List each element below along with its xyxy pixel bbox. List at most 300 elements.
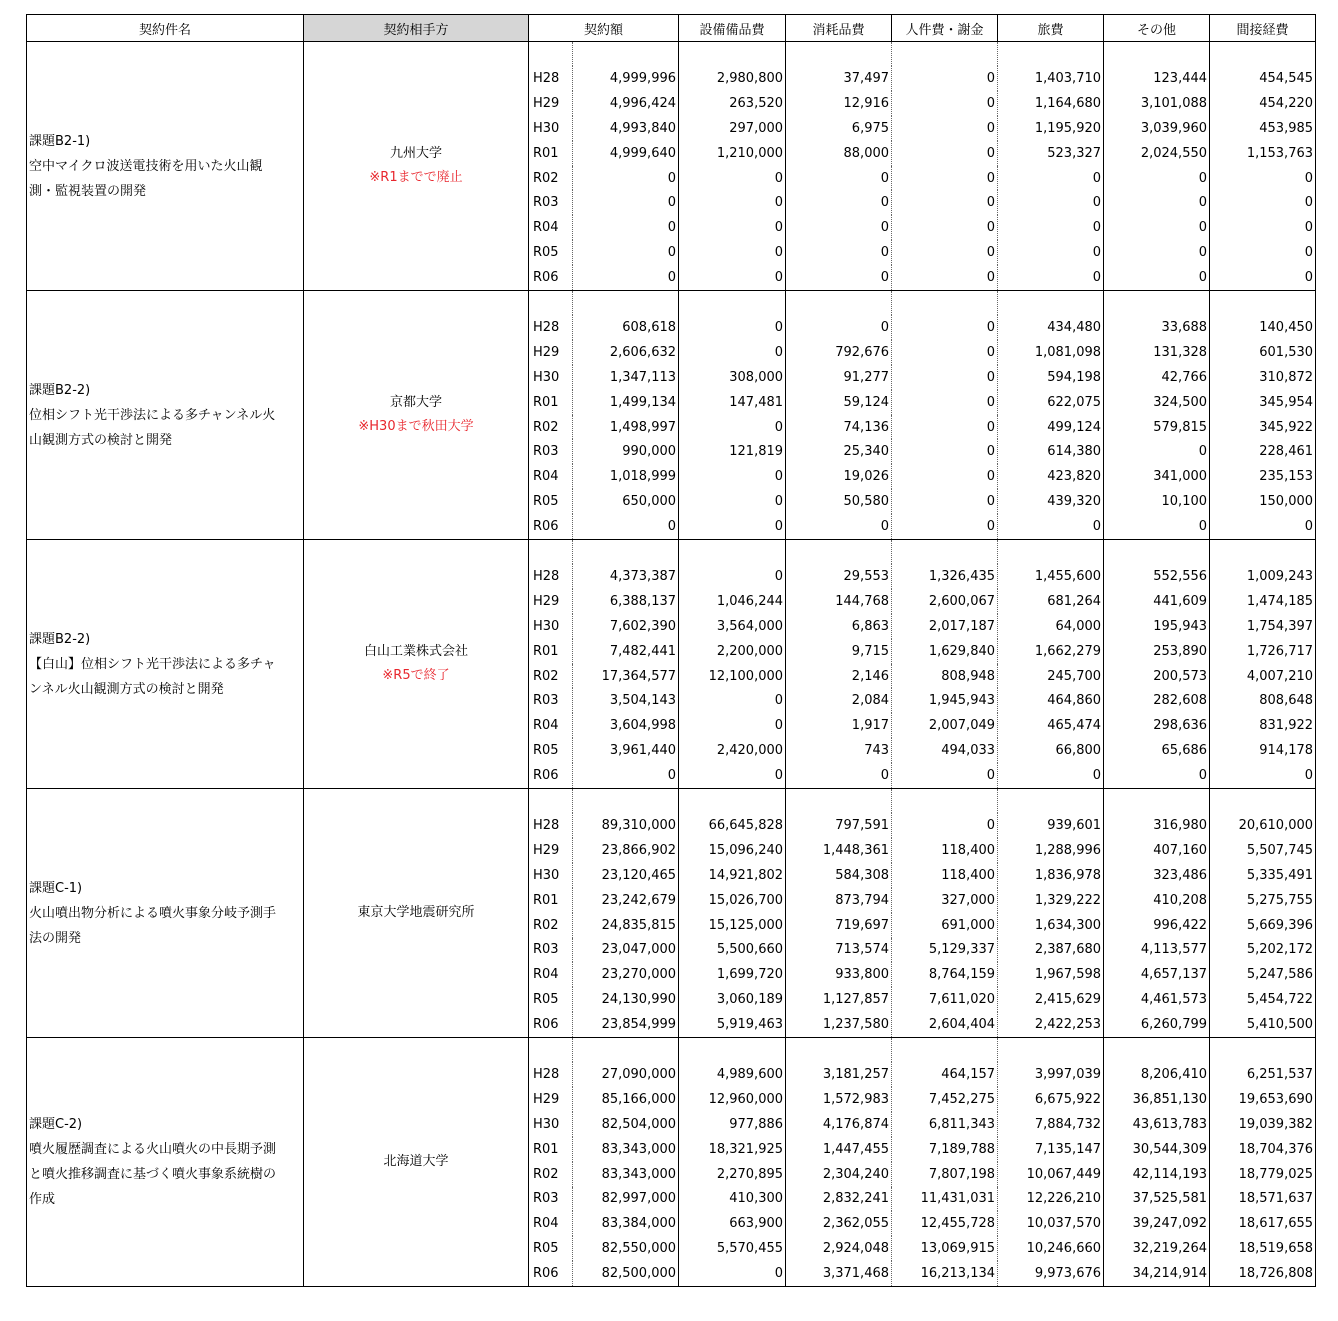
amount-cell: 441,609: [1104, 589, 1210, 614]
fiscal-year-label: R04: [529, 215, 573, 240]
amount-cell: 345,954: [1210, 390, 1316, 415]
amount-cell: 2,200,000: [679, 639, 786, 664]
amount-cell: 8,764,159: [892, 962, 998, 987]
amount-cell: 7,189,788: [892, 1137, 998, 1162]
amount-cell: 310,872: [1210, 365, 1316, 390]
spacer-cell: [573, 291, 679, 316]
amount-cell: 0: [892, 415, 998, 440]
amount-cell: 454,545: [1210, 66, 1316, 91]
amount-cell: 0: [892, 315, 998, 340]
amount-cell: 3,060,189: [679, 987, 786, 1012]
counterparty-name: 白山工業株式会社: [363, 644, 468, 660]
amount-cell: 74,136: [786, 415, 892, 440]
contract-name-line: と噴火推移調査に基づく噴火事象系統樹の: [29, 1167, 277, 1183]
amount-cell: 808,648: [1210, 688, 1316, 713]
amount-cell: 743: [786, 738, 892, 763]
header-row: [27, 15, 1316, 42]
contract-name-line: 課題B2-2): [29, 382, 91, 398]
amount-cell: 20,610,000: [1210, 813, 1316, 838]
amount-cell: 16,213,134: [892, 1261, 998, 1286]
amount-cell: 17,364,577: [573, 664, 679, 689]
amount-cell: 6,811,343: [892, 1112, 998, 1137]
amount-cell: 2,980,800: [679, 66, 786, 91]
spacer-cell: [1210, 291, 1316, 316]
amount-cell: 933,800: [786, 962, 892, 987]
contract-name-cell: [27, 291, 304, 540]
contract-name-line: 課題B2-2): [29, 631, 91, 647]
amount-cell: 0: [892, 265, 998, 290]
amount-cell: 0: [573, 190, 679, 215]
contract-name-line: 測・監視装置の開発: [29, 183, 147, 199]
amount-cell: 579,815: [1104, 415, 1210, 440]
amount-cell: 150,000: [1210, 489, 1316, 514]
amount-cell: 13,069,915: [892, 1236, 998, 1261]
spacer-cell: [1210, 789, 1316, 814]
amount-cell: 1,447,455: [786, 1137, 892, 1162]
amount-cell: 23,866,902: [573, 838, 679, 863]
header-contract-name: 契約件名: [27, 15, 304, 42]
fiscal-year-label: R03: [529, 938, 573, 963]
amount-cell: 453,985: [1210, 116, 1316, 141]
amount-cell: 0: [679, 166, 786, 191]
amount-cell: 89,310,000: [573, 813, 679, 838]
header-consumables: 消耗品費: [786, 15, 892, 42]
spacer-cell: [786, 789, 892, 814]
amount-cell: 1,210,000: [679, 141, 786, 166]
amount-cell: 83,343,000: [573, 1162, 679, 1187]
counterparty-name: 東京大学地震研究所: [357, 905, 475, 921]
contract-cost-table: [26, 14, 1316, 1287]
amount-cell: 0: [573, 166, 679, 191]
amount-cell: 6,863: [786, 614, 892, 639]
spacer-cell: [529, 1038, 573, 1063]
amount-cell: 9,715: [786, 639, 892, 664]
amount-cell: 83,384,000: [573, 1211, 679, 1236]
spacer-cell: [998, 540, 1104, 565]
spacer-cell: [679, 42, 786, 67]
contract-name-line: 噴火履歴調査による火山噴火の中長期予測: [29, 1142, 277, 1158]
amount-cell: 12,916: [786, 91, 892, 116]
amount-cell: 1,945,943: [892, 688, 998, 713]
spacer-cell: [1104, 291, 1210, 316]
amount-cell: 614,380: [998, 439, 1104, 464]
amount-cell: 464,157: [892, 1062, 998, 1087]
amount-cell: 4,989,600: [679, 1062, 786, 1087]
amount-cell: 0: [1210, 265, 1316, 290]
spacer-cell: [679, 1038, 786, 1063]
amount-cell: 465,474: [998, 713, 1104, 738]
amount-cell: 719,697: [786, 913, 892, 938]
amount-cell: 1,474,185: [1210, 589, 1316, 614]
amount-cell: 1,153,763: [1210, 141, 1316, 166]
amount-cell: 23,047,000: [573, 938, 679, 963]
fiscal-year-label: R06: [529, 1261, 573, 1286]
amount-cell: 91,277: [786, 365, 892, 390]
amount-cell: 24,835,815: [573, 913, 679, 938]
amount-cell: 0: [998, 190, 1104, 215]
amount-cell: 0: [573, 215, 679, 240]
amount-cell: 18,321,925: [679, 1137, 786, 1162]
spacer-cell: [786, 42, 892, 67]
spacer-cell: [573, 789, 679, 814]
contract-name-line: 山観測方式の検討と開発: [29, 432, 173, 448]
amount-cell: 0: [1104, 439, 1210, 464]
amount-cell: 11,431,031: [892, 1187, 998, 1212]
contract-name-line: 課題C-1): [29, 880, 83, 896]
amount-cell: 10,246,660: [998, 1236, 1104, 1261]
block-spacer-row: [27, 540, 1316, 565]
amount-cell: 0: [998, 215, 1104, 240]
amount-cell: 0: [998, 514, 1104, 539]
spacer-cell: [998, 789, 1104, 814]
amount-cell: 12,226,210: [998, 1187, 1104, 1212]
amount-cell: 0: [892, 763, 998, 788]
fiscal-year-label: R06: [529, 763, 573, 788]
amount-cell: 2,604,404: [892, 1012, 998, 1037]
amount-cell: 18,704,376: [1210, 1137, 1316, 1162]
fiscal-year-label: R05: [529, 489, 573, 514]
amount-cell: 0: [679, 514, 786, 539]
amount-cell: 4,176,874: [786, 1112, 892, 1137]
amount-cell: 0: [892, 116, 998, 141]
amount-cell: 797,591: [786, 813, 892, 838]
spacer-cell: [786, 291, 892, 316]
fiscal-year-label: H28: [529, 564, 573, 589]
amount-cell: 0: [892, 166, 998, 191]
amount-cell: 2,600,067: [892, 589, 998, 614]
amount-cell: 33,688: [1104, 315, 1210, 340]
contract-name-line: ンネル火山観測方式の検討と開発: [29, 681, 224, 697]
amount-cell: 65,686: [1104, 738, 1210, 763]
amount-cell: 66,800: [998, 738, 1104, 763]
amount-cell: 4,373,387: [573, 564, 679, 589]
amount-cell: 3,997,039: [998, 1062, 1104, 1087]
amount-cell: 341,000: [1104, 464, 1210, 489]
fiscal-year-label: R03: [529, 190, 573, 215]
amount-cell: 23,854,999: [573, 1012, 679, 1037]
amount-cell: 0: [786, 265, 892, 290]
amount-cell: 345,922: [1210, 415, 1316, 440]
amount-cell: 0: [1104, 514, 1210, 539]
amount-cell: 1,237,580: [786, 1012, 892, 1037]
amount-cell: 0: [1104, 166, 1210, 191]
amount-cell: 4,461,573: [1104, 987, 1210, 1012]
amount-cell: 1,836,978: [998, 863, 1104, 888]
amount-cell: 0: [892, 813, 998, 838]
amount-cell: 0: [892, 390, 998, 415]
amount-cell: 1,726,717: [1210, 639, 1316, 664]
amount-cell: 792,676: [786, 340, 892, 365]
amount-cell: 1,572,983: [786, 1087, 892, 1112]
amount-cell: 282,608: [1104, 688, 1210, 713]
amount-cell: 42,114,193: [1104, 1162, 1210, 1187]
amount-cell: 0: [998, 166, 1104, 191]
counterparty-cell: [304, 540, 529, 789]
block-spacer-row: [27, 291, 1316, 316]
spacer-cell: [573, 540, 679, 565]
amount-cell: 1,081,098: [998, 340, 1104, 365]
amount-cell: 1,164,680: [998, 91, 1104, 116]
amount-cell: 18,617,655: [1210, 1211, 1316, 1236]
amount-cell: 2,017,187: [892, 614, 998, 639]
amount-cell: 19,653,690: [1210, 1087, 1316, 1112]
amount-cell: 118,400: [892, 838, 998, 863]
amount-cell: 4,657,137: [1104, 962, 1210, 987]
amount-cell: 0: [1210, 514, 1316, 539]
amount-cell: 4,993,840: [573, 116, 679, 141]
amount-cell: 83,343,000: [573, 1137, 679, 1162]
fiscal-year-label: R04: [529, 1211, 573, 1236]
amount-cell: 2,924,048: [786, 1236, 892, 1261]
spacer-cell: [1104, 789, 1210, 814]
amount-cell: 990,000: [573, 439, 679, 464]
amount-cell: 691,000: [892, 913, 998, 938]
contract-name-line: 課題B2-1): [29, 133, 91, 149]
fiscal-year-label: R06: [529, 1012, 573, 1037]
amount-cell: 30,544,309: [1104, 1137, 1210, 1162]
amount-cell: 82,504,000: [573, 1112, 679, 1137]
amount-cell: 12,455,728: [892, 1211, 998, 1236]
spacer-cell: [529, 42, 573, 67]
fiscal-year-label: R02: [529, 913, 573, 938]
fiscal-year-label: R02: [529, 1162, 573, 1187]
amount-cell: 1,288,996: [998, 838, 1104, 863]
amount-cell: 873,794: [786, 888, 892, 913]
amount-cell: 996,422: [1104, 913, 1210, 938]
amount-cell: 2,146: [786, 664, 892, 689]
amount-cell: 2,387,680: [998, 938, 1104, 963]
amount-cell: 3,604,998: [573, 713, 679, 738]
amount-cell: 1,127,857: [786, 987, 892, 1012]
spacer-cell: [892, 291, 998, 316]
amount-cell: 2,304,240: [786, 1162, 892, 1187]
amount-cell: 15,125,000: [679, 913, 786, 938]
amount-cell: 8,206,410: [1104, 1062, 1210, 1087]
amount-cell: 15,096,240: [679, 838, 786, 863]
amount-cell: 3,564,000: [679, 614, 786, 639]
amount-cell: 0: [1104, 240, 1210, 265]
counterparty-note: ※R5で終了: [382, 668, 450, 684]
amount-cell: 0: [1210, 215, 1316, 240]
fiscal-year-label: R02: [529, 415, 573, 440]
spacer-cell: [679, 291, 786, 316]
amount-cell: 713,574: [786, 938, 892, 963]
amount-cell: 6,251,537: [1210, 1062, 1316, 1087]
amount-cell: 14,921,802: [679, 863, 786, 888]
amount-cell: 523,327: [998, 141, 1104, 166]
amount-cell: 36,851,130: [1104, 1087, 1210, 1112]
contract-name-cell: [27, 42, 304, 291]
header-equipment: 設備備品費: [679, 15, 786, 42]
contract-name-line: 【白山】位相シフト光干渉法による多チャ: [29, 656, 276, 672]
spacer-cell: [1210, 540, 1316, 565]
amount-cell: 50,580: [786, 489, 892, 514]
amount-cell: 454,220: [1210, 91, 1316, 116]
amount-cell: 15,026,700: [679, 888, 786, 913]
amount-cell: 1,195,920: [998, 116, 1104, 141]
contract-name-line: 課題C-2): [29, 1117, 83, 1133]
amount-cell: 0: [679, 489, 786, 514]
amount-cell: 1,009,243: [1210, 564, 1316, 589]
spacer-cell: [892, 42, 998, 67]
counterparty-name: 九州大学: [389, 146, 442, 161]
amount-cell: 18,726,808: [1210, 1261, 1316, 1286]
amount-cell: 0: [786, 240, 892, 265]
amount-cell: 25,340: [786, 439, 892, 464]
amount-cell: 19,039,382: [1210, 1112, 1316, 1137]
block-spacer-row: [27, 789, 1316, 814]
amount-cell: 9,973,676: [998, 1261, 1104, 1286]
amount-cell: 2,420,000: [679, 738, 786, 763]
spacer-cell: [573, 42, 679, 67]
amount-cell: 131,328: [1104, 340, 1210, 365]
fiscal-year-label: R01: [529, 141, 573, 166]
amount-cell: 0: [786, 166, 892, 191]
amount-cell: 0: [1104, 215, 1210, 240]
fiscal-year-label: R06: [529, 514, 573, 539]
amount-cell: 1,754,397: [1210, 614, 1316, 639]
spacer-cell: [786, 540, 892, 565]
amount-cell: 19,026: [786, 464, 892, 489]
fiscal-year-label: H28: [529, 315, 573, 340]
amount-cell: 1,662,279: [998, 639, 1104, 664]
amount-cell: 18,519,658: [1210, 1236, 1316, 1261]
amount-cell: 0: [892, 514, 998, 539]
amount-cell: 552,556: [1104, 564, 1210, 589]
amount-cell: 88,000: [786, 141, 892, 166]
amount-cell: 1,018,999: [573, 464, 679, 489]
spacer-cell: [679, 540, 786, 565]
fiscal-year-label: H30: [529, 365, 573, 390]
amount-cell: 681,264: [998, 589, 1104, 614]
amount-cell: 0: [998, 240, 1104, 265]
amount-cell: 584,308: [786, 863, 892, 888]
amount-cell: 6,388,137: [573, 589, 679, 614]
spacer-cell: [892, 540, 998, 565]
amount-cell: 5,129,337: [892, 938, 998, 963]
amount-cell: 82,500,000: [573, 1261, 679, 1286]
amount-cell: 6,675,922: [998, 1087, 1104, 1112]
amount-cell: 308,000: [679, 365, 786, 390]
spacer-cell: [998, 1038, 1104, 1063]
amount-cell: 0: [892, 190, 998, 215]
amount-cell: 0: [679, 688, 786, 713]
amount-cell: 147,481: [679, 390, 786, 415]
amount-cell: 10,037,570: [998, 1211, 1104, 1236]
amount-cell: 245,700: [998, 664, 1104, 689]
amount-cell: 407,160: [1104, 838, 1210, 863]
amount-cell: 43,613,783: [1104, 1112, 1210, 1137]
amount-cell: 3,504,143: [573, 688, 679, 713]
amount-cell: 4,007,210: [1210, 664, 1316, 689]
spacer-cell: [892, 789, 998, 814]
amount-cell: 0: [573, 265, 679, 290]
amount-cell: 663,900: [679, 1211, 786, 1236]
amount-cell: 0: [1104, 265, 1210, 290]
amount-cell: 235,153: [1210, 464, 1316, 489]
amount-cell: 499,124: [998, 415, 1104, 440]
spacer-cell: [529, 540, 573, 565]
amount-cell: 2,422,253: [998, 1012, 1104, 1037]
amount-cell: 5,500,660: [679, 938, 786, 963]
spacer-cell: [998, 42, 1104, 67]
amount-cell: 1,455,600: [998, 564, 1104, 589]
fiscal-year-label: H29: [529, 1087, 573, 1112]
amount-cell: 7,135,147: [998, 1137, 1104, 1162]
amount-cell: 601,530: [1210, 340, 1316, 365]
amount-cell: 23,120,465: [573, 863, 679, 888]
amount-cell: 0: [892, 141, 998, 166]
amount-cell: 18,779,025: [1210, 1162, 1316, 1187]
spacer-cell: [529, 291, 573, 316]
header-indirect: 間接経費: [1210, 15, 1316, 42]
counterparty-cell: [304, 291, 529, 540]
spacer-cell: [786, 1038, 892, 1063]
contract-name-line: 空中マイクロ波送電技術を用いた火山観: [29, 158, 263, 174]
counterparty-cell: [304, 1038, 529, 1287]
amount-cell: 27,090,000: [573, 1062, 679, 1087]
amount-cell: 195,943: [1104, 614, 1210, 639]
fiscal-year-label: R04: [529, 464, 573, 489]
amount-cell: 2,606,632: [573, 340, 679, 365]
spacer-cell: [1104, 1038, 1210, 1063]
amount-cell: 464,860: [998, 688, 1104, 713]
counterparty-note: ※H30まで秋田大学: [358, 419, 474, 435]
amount-cell: 5,570,455: [679, 1236, 786, 1261]
amount-cell: 1,329,222: [998, 888, 1104, 913]
counterparty-name: 京都大学: [389, 395, 442, 411]
contract-name-cell: [27, 540, 304, 789]
amount-cell: 5,507,745: [1210, 838, 1316, 863]
amount-cell: 66,645,828: [679, 813, 786, 838]
spreadsheet: [26, 14, 1315, 1310]
amount-cell: 123,444: [1104, 66, 1210, 91]
amount-cell: 0: [892, 439, 998, 464]
fiscal-year-label: R03: [529, 439, 573, 464]
amount-cell: 622,075: [998, 390, 1104, 415]
amount-cell: 914,178: [1210, 738, 1316, 763]
fiscal-year-label: R03: [529, 1187, 573, 1212]
spacer-cell: [1210, 1038, 1316, 1063]
amount-cell: 0: [998, 265, 1104, 290]
amount-cell: 82,550,000: [573, 1236, 679, 1261]
amount-cell: 3,961,440: [573, 738, 679, 763]
amount-cell: 0: [679, 340, 786, 365]
amount-cell: 7,611,020: [892, 987, 998, 1012]
amount-cell: 3,371,468: [786, 1261, 892, 1286]
contract-name-line: 火山噴出物分析による噴火事象分岐予測手: [29, 905, 277, 921]
amount-cell: 434,480: [998, 315, 1104, 340]
fiscal-year-label: H30: [529, 863, 573, 888]
amount-cell: 6,260,799: [1104, 1012, 1210, 1037]
fiscal-year-label: R04: [529, 713, 573, 738]
amount-cell: 0: [892, 365, 998, 390]
amount-cell: 7,602,390: [573, 614, 679, 639]
amount-cell: 5,335,491: [1210, 863, 1316, 888]
fiscal-year-label: R02: [529, 166, 573, 191]
amount-cell: 0: [679, 240, 786, 265]
amount-cell: 7,452,275: [892, 1087, 998, 1112]
amount-cell: 297,000: [679, 116, 786, 141]
amount-cell: 4,999,996: [573, 66, 679, 91]
amount-cell: 200,573: [1104, 664, 1210, 689]
amount-cell: 0: [892, 91, 998, 116]
amount-cell: 0: [679, 464, 786, 489]
amount-cell: 32,219,264: [1104, 1236, 1210, 1261]
fiscal-year-label: H28: [529, 1062, 573, 1087]
amount-cell: 0: [679, 713, 786, 738]
header-contract-amount: 契約額: [529, 15, 679, 42]
